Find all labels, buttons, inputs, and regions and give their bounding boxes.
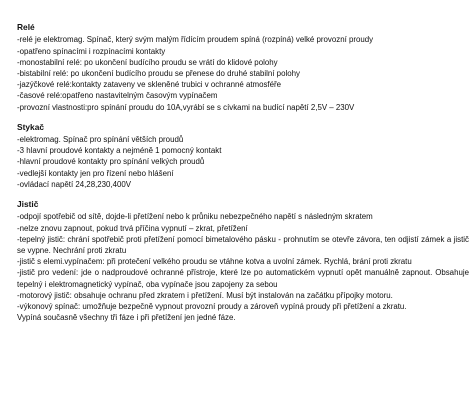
document-body [17, 22, 469, 332]
text-paragraph: -motorový jistič: obsahuje ochranu před zkratem i přetížení. Musí být instalován na začátku přípojky motoru. [17, 290, 393, 300]
section-title: Stykač [17, 121, 45, 132]
text-line: -vedlejší kontakty jen pro řízení nebo hlášení [17, 168, 174, 178]
text-line: -monostabilní relé: po ukončení budícího proudu se vrátí do klidové polohy [17, 57, 278, 67]
text-paragraph: -jistič pro vedení: jde o nadproudové ochranné přístroje, které lze po automatickém vypnutí opět manuálně zapnout. Obsahuje tepelný i elektromagnetický vypínač, oba vypínače jsou zapojeny za sebou [17, 268, 469, 289]
section-title: Relé [17, 22, 35, 32]
text-line: -ovládací napětí 24,28,230,400V [17, 179, 132, 189]
text-line: -3 hlavní proudové kontakty a nejméně 1 pomocný kontakt [17, 146, 222, 156]
text-line: -odpojí spotřebič od sítě, dojde-li přetížení nebo k průniku nebezpečného napětí s následným skratem [17, 212, 373, 222]
text-line: -elektromag. Spínač pro spínání větších proudů [17, 135, 184, 145]
text-line: -opatřeno spínacími i rozpínacími kontakty [17, 46, 166, 56]
section-title: Jistič [17, 199, 39, 210]
text-line: -jazýčkové relé:kontakty zataveny ve skleněné trubici v ochranné atmosféře [17, 80, 282, 90]
text-line: -časové relé:opatřeno nastavitelným časovým vypínačem [17, 91, 218, 101]
text-paragraph: -tepelný jistič: chrání spotřebič proti přetížení pomocí bimetalového pásku - prohnutím se otevře závora, ten odjistí zámek a jistič se vypne. Nechrání proti zkratu [17, 234, 469, 255]
text-line: -hlavní proudové kontakty pro spínání velkých proudů [17, 157, 205, 167]
text-line: -provozní vlastnosti:pro spínání proudu do 10A,vyrábí se s cívkami na budící napětí 2,5V – 230V [17, 102, 355, 112]
text-line: -nelze znovu zapnout, pokud trvá příčina vypnutí – zkrat, přetížení [17, 223, 248, 233]
section-rele [17, 22, 469, 113]
section-stykac [17, 122, 469, 190]
text-paragraph: -výkonový spínač: umožňuje bezpečně vypnout provozní proudy a zároveň vypíná proudy při přetížení a zkratu. [17, 301, 407, 311]
section-jistic [17, 199, 469, 323]
text-line: -relé je elektromag. Spínač, který svým malým řídícím proudem spíná (rozpíná) velké provozní proudy [17, 35, 374, 45]
text-paragraph: Vypíná současně všechny tři fáze i při přetížení jen jedné fáze. [17, 313, 236, 323]
text-paragraph: -jistič s elemi.vypínačem: při protečení velkého proudu se vtáhne kotva a uvolní zámek. Rychlá, brání proti zkratu [17, 257, 412, 267]
text-line: -bistabilní relé: po ukončení budícího proudu se přenese do druhé stabilní polohy [17, 68, 300, 78]
